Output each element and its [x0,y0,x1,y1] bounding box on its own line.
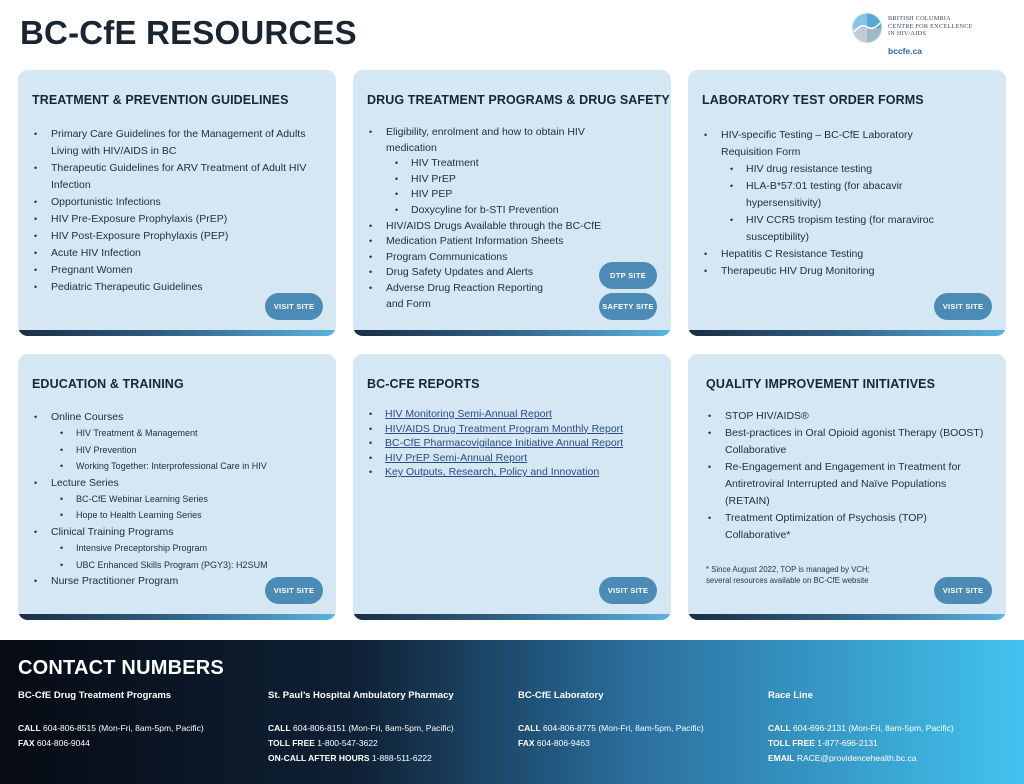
contact-column-pharmacy [268,690,508,766]
list-subitem: • Hope to Health Learning Series [32,507,322,523]
list-item: • HIV Post-Exposure Prophylaxis (PEP) [32,228,322,245]
report-link[interactable]: • HIV Monitoring Semi-Annual Report [367,407,623,422]
list-item: • Pediatric Therapeutic Guidelines [32,279,322,296]
visit-site-button[interactable]: VISIT SITE [599,577,657,604]
contact-line: TOLL FREE 1-877-696-2131 [768,738,878,748]
list-item: • Medication Patient Information Sheets [367,234,657,250]
card-accent-bar [353,614,671,620]
list-subitem: • HIV PrEP [367,172,657,188]
card-drug-programs [353,70,671,336]
safety-site-button[interactable]: SAFETY SITE [599,293,657,320]
list-item: • Opportunistic Infections [32,194,322,211]
visit-site-button[interactable]: VISIT SITE [934,293,992,320]
contact-heading: BC-CfE Drug Treatment Programs [18,690,172,701]
list-item: • Nurse Practitioner Program [32,573,322,589]
contact-line: FAX 604-806-9463 [518,738,590,748]
contact-line: ON-CALL AFTER HOURS 1-888-511-6222 [268,753,432,763]
card-title: QUALITY IMPROVEMENT INITIATIVES [706,377,936,391]
contact-footer [0,640,1024,784]
treatment-list [32,126,322,296]
bccfe-logo-icon [851,12,883,44]
bccfe-logo[interactable] [851,12,1021,62]
list-item: • Clinical Training Programs [32,524,322,540]
list-item: • Primary Care Guidelines for the Management of Adults Living with HIV/AIDS in BC [32,126,322,160]
contact-heading: BC-CfE Laboratory [518,690,604,701]
list-item: • HIV-specific Testing – BC-CfE Laboratory Requisition Form [702,127,992,161]
list-item: • Eligibility, enrolment and how to obtain HIV medication [367,125,657,156]
visit-site-button[interactable]: VISIT SITE [934,577,992,604]
reports-links [367,407,623,480]
logo-line-3: IN HIV/AIDS [888,30,927,38]
logo-line-2: CENTRE FOR EXCELLENCE [888,22,973,30]
list-subitem: • Working Together: Interprofessional Care in HIV [32,458,322,474]
report-link[interactable]: • HIV/AIDS Drug Treatment Program Monthly Report [367,422,623,437]
dtp-site-button[interactable]: DTP SITE [599,262,657,289]
list-subitem: • Doxycyline for b-STI Prevention [367,203,657,219]
card-title: LABORATORY TEST ORDER FORMS [702,93,924,107]
list-item: • Adverse Drug Reaction Reporting and Form [367,281,657,312]
card-reports [353,354,671,620]
card-treatment-guidelines [18,70,336,336]
contact-title: CONTACT NUMBERS [18,657,224,679]
list-item: • Pregnant Women [32,262,322,279]
logo-line-1: BRITISH COLUMBIA [888,15,951,22]
report-link[interactable]: • BC-CfE Pharmacovigilance Initiative Annual Report [367,436,623,451]
list-subitem: • BC-CfE Webinar Learning Series [32,491,322,507]
list-subitem: • HIV Treatment & Management [32,425,322,441]
list-subitem: • HIV Prevention [32,442,322,458]
contact-line[interactable]: EMAIL RACE@providencehealth.bc.ca [768,753,917,763]
list-subitem: • HIV Treatment [367,156,657,172]
contact-line: TOLL FREE 1-800-547-3622 [268,738,378,748]
list-item: • HIV/AIDS Drugs Available through the BC-CfE [367,219,657,235]
list-item: • Drug Safety Updates and Alerts [367,265,657,281]
list-item: • Therapeutic HIV Drug Monitoring [702,263,992,280]
card-title: TREATMENT & PREVENTION GUIDELINES [32,93,289,107]
list-item: • STOP HIV/AIDS® [706,408,992,425]
card-accent-bar [688,330,1006,336]
visit-site-button[interactable]: VISIT SITE [265,577,323,604]
list-item: • Online Courses [32,409,322,425]
card-title: BC-CFE REPORTS [367,377,480,391]
contact-heading: St. Paul’s Hospital Ambulatory Pharmacy [268,690,454,701]
quality-list [706,408,992,544]
lab-list [702,127,992,280]
report-link[interactable]: • HIV PrEP Semi-Annual Report [367,451,623,466]
list-item: • Lecture Series [32,475,322,491]
list-subitem: • HIV CCR5 tropism testing (for maraviroc susceptibility) [702,212,992,246]
contact-column-race-line [768,690,1008,766]
list-subitem: • UBC Enhanced Skills Program (PGY3): H2SUM [32,557,322,573]
card-accent-bar [18,330,336,336]
list-subitem: • Intensive Preceptorship Program [32,540,322,556]
card-title: DRUG TREATMENT PROGRAMS & DRUG SAFETY [367,93,670,107]
page-title: BC-CfE RESOURCES [20,14,357,51]
footnote-line-1: * Since August 2022, TOP is managed by VCH; [706,565,870,574]
list-subitem: • HLA-B*57:01 testing (for abacavir hypersensitivity) [702,178,992,212]
contact-column-laboratory [518,690,758,751]
list-item: • Program Communications [367,250,657,266]
education-list [32,409,322,589]
contact-line: CALL 604-806-8151 (Mon-Fri, 8am-5pm, Pacific) [268,723,454,733]
contact-line: FAX 604-806-9044 [18,738,90,748]
card-accent-bar [688,614,1006,620]
card-education-training [18,354,336,620]
top-footnote [706,564,870,586]
card-title: EDUCATION & TRAINING [32,377,184,391]
report-link[interactable]: • Key Outputs, Research, Policy and Innovation [367,465,623,480]
list-item: • Treatment Optimization of Psychosis (TOP) Collaborative* [706,510,992,544]
contact-line: CALL 604-696-2131 (Mon-Fri, 8am-5pm, Pacific) [768,723,954,733]
card-lab-forms [688,70,1006,336]
list-subitem: • HIV drug resistance testing [702,161,992,178]
logo-url[interactable]: bccfe.ca [888,46,923,56]
card-accent-bar [353,330,671,336]
visit-site-button[interactable]: VISIT SITE [265,293,323,320]
list-item: • HIV Pre-Exposure Prophylaxis (PrEP) [32,211,322,228]
list-item: • Hepatitis C Resistance Testing [702,246,992,263]
list-item: • Re-Engagement and Engagement in Treatment for Antiretroviral Interrupted and Naïve Populations (RETAIN) [706,459,992,510]
list-item: • Acute HIV Infection [32,245,322,262]
footnote-line-2: several resources available on BC-CfE website [706,576,869,585]
card-quality-improvement [688,354,1006,620]
contact-heading: Race Line [768,690,813,701]
list-item: • Best-practices in Oral Opioid agonist Therapy (BOOST) Collaborative [706,425,992,459]
contact-column-drug-treatment [18,690,258,751]
card-accent-bar [18,614,336,620]
list-item: • Therapeutic Guidelines for ARV Treatment of Adult HIV Infection [32,160,322,194]
contact-line: CALL 604-806-8515 (Mon-Fri, 8am-5pm, Pacific) [18,723,204,733]
contact-line: CALL 604-806-8775 (Mon-Fri, 8am-5pm, Pacific) [518,723,704,733]
list-subitem: • HIV PEP [367,187,657,203]
